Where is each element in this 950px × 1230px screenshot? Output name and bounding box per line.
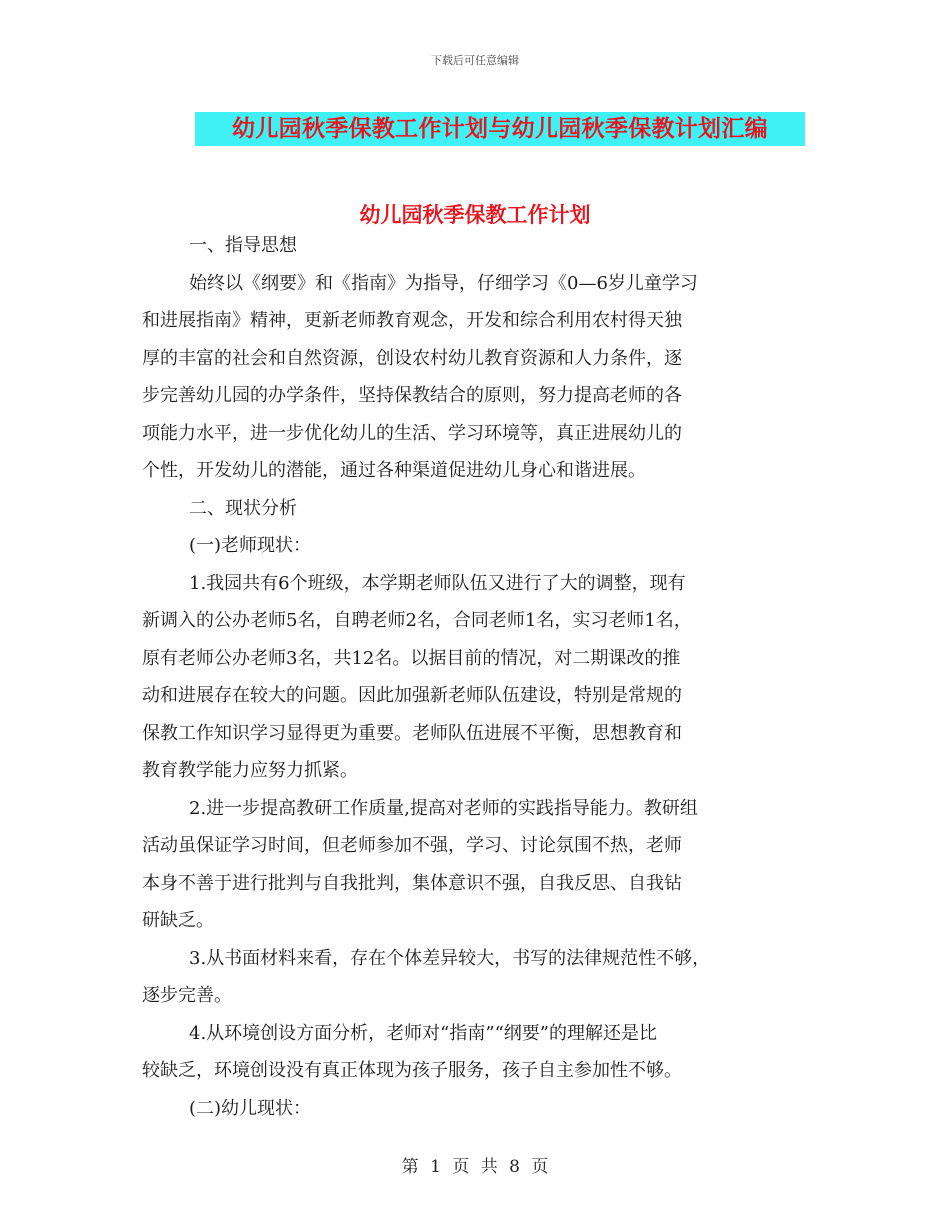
paragraph-line: 原有老师公办老师3名，共12名。以据目前的情况，对二期课改的推 — [142, 647, 681, 669]
paragraph-line: 教育教学能力应努力抓紧。 — [142, 760, 358, 781]
document-title: 幼儿园秋季保教工作计划与幼儿园秋季保教计划汇编 — [195, 112, 805, 146]
paragraph-line: 逐步完善。 — [142, 985, 232, 1006]
heading-guiding-ideology: 一、指导思想 — [189, 235, 297, 256]
paragraph-line: 保教工作知识学习显得更为重要。老师队伍进展不平衡，思想教育和 — [142, 722, 682, 744]
paragraph-line: 本身不善于进行批判与自我批判，集体意识不强，自我反思、自我钻 — [142, 872, 682, 894]
page-footer: 第 1 页 共 8 页 — [401, 1157, 549, 1177]
paragraph-line: 4.从环境创设方面分析，老师对“指南”“纲要”的理解还是比 — [189, 1022, 657, 1044]
paragraph-line: 研缺乏。 — [142, 910, 214, 931]
paragraph-line: 步完善幼儿园的办学条件，坚持保教结合的原则，努力提高老师的各 — [142, 385, 682, 406]
paragraph-line: 厚的丰富的社会和自然资源，创设农村幼儿教育资源和人力条件，逐 — [142, 347, 682, 369]
subheading-child-status: (二)幼儿现状： — [189, 1097, 312, 1119]
page-header: 下载后可任意编辑 — [431, 54, 519, 67]
section-title: 幼儿园秋季保教工作计划 — [359, 202, 591, 227]
paragraph-line: 动和进展存在较大的问题。因此加强新老师队伍建设，特别是常规的 — [142, 685, 682, 706]
subheading-teacher-status: (一)老师现状： — [189, 535, 312, 556]
paragraph-line: 2.进一步提高教研工作质量,提高对老师的实践指导能力。教研组 — [189, 797, 698, 819]
paragraph-line: 活动虽保证学习时间，但老师参加不强，学习、讨论氛围不热，老师 — [142, 835, 682, 856]
heading-status-analysis: 二、现状分析 — [189, 497, 297, 519]
paragraph-line: 3.从书面材料来看，存在个体差异较大，书写的法律规范性不够， — [189, 947, 711, 969]
paragraph-line: 和进展指南》精神，更新老师教育观念，开发和综合利用农村得天独 — [142, 310, 682, 331]
paragraph-line: 项能力水平，进一步优化幼儿的生活、学习环境等，真正进展幼儿的 — [142, 422, 682, 444]
paragraph-line: 个性，开发幼儿的潜能，通过各种渠道促进幼儿身心和谐进展。 — [142, 460, 646, 481]
paragraph-line: 1.我园共有6个班级，本学期老师队伍又进行了大的调整，现有 — [189, 572, 686, 594]
document-body — [142, 227, 817, 1127]
paragraph-line: 新调入的公办老师5名，自聘老师2名，合同老师1名，实习老师1名， — [142, 610, 692, 631]
paragraph-line: 始终以《纲要》和《指南》为指导，仔细学习《0—6岁儿童学习 — [189, 272, 698, 294]
paragraph-line: 较缺乏，环境创设没有真正体现为孩子服务，孩子自主参加性不够。 — [142, 1060, 682, 1081]
